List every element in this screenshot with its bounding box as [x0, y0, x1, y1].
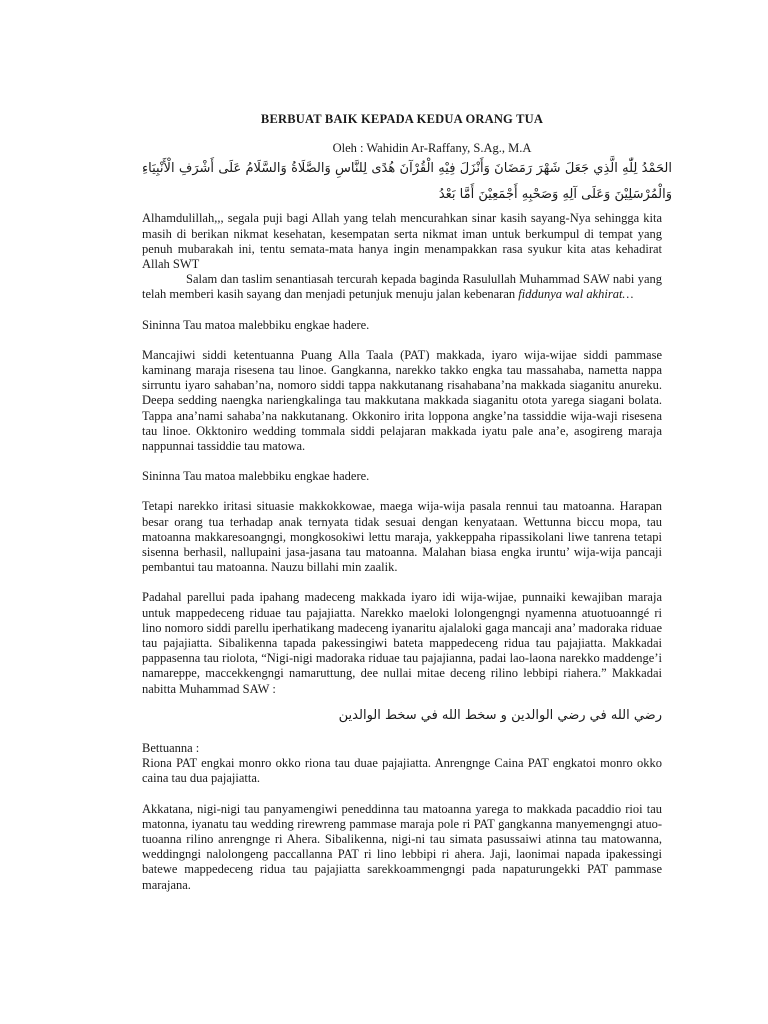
paragraph-opening: Alhamdulillah,,, segala puji bagi Allah yang telah mencurahkan sinar kasih sayang-Nya sehingga kita masih di berikan nikmat kesehatan, kesempatan serta nikmat iman untuk berkumpul di tempat yang penuh mubarakah ini, tentu semata-mata hanya ingin menampakkan rasa syukur kita atas kehadirat Allah SWT [142, 211, 662, 272]
paragraph-padahal: Padahal parellui pada ipahang madeceng makkada iyaro idi wija-wijae, punnaiki kewajiban maraja untuk mappedeceng riduae tau pajajiatta. Narekko maeloki lolongengngi nyamenna atuotuoanngé ri lino nomoro siddi parellu iperhatikang madeceng iyanaritu ajalaloki gaga mancaji ana’ madoraka riduae tau pajajiatta. Sibalikenna tapada pakessingiwi bateta mappedeceng ridua tau pajajiatta. Makkadai pappasenna tau riolota, “Nigi-nigi madoraka riduae tau pajajianna, padai lao-laona narekko maddenge’i namareppe, maccekkengngi namaruttung, dee nullai mitae deceng rilino lebbipi riahera.” Makkadai nabitta Muhammad SAW : [142, 590, 662, 696]
document-body [142, 112, 672, 893]
paragraph-salam [142, 272, 662, 302]
salam-text: Salam dan taslim senantiasah tercurah kepada baginda Rasulullah Muhammad SAW nabi yang telah memberi kasih sayang dan menjadi petunjuk menuju jalan kebenaran [142, 272, 662, 302]
document-title: BERBUAT BAIK KEPADA KEDUA ORANG TUA [260, 112, 544, 126]
paragraph-mancajiwi: Mancajiwi siddi ketentuanna Puang Alla Taala (PAT) makkada, iyaro wija-wijae siddi pammase kaminang maraja risesena tau linoe. Gangkanna, narekko takko engka tau massahaba, nametta nappa sirruntu iyaro sahaban’na, nomoro siddi tappa nakkutanang risahabana’na makkada siaganitu anureku. Deepa sedding naengka nariengkalinga tau makkutana makkada siaganitu otota yarega siagani bolata. Tappa ana’nami sahaba’na nakkutanang. Okkoniro irita loppona angke’na tassiddie wija-waji risesena tau linoe. Okktoniro wedding tommala siddi pelajaran makkada iyatu pale ana’e, asogireng maraja nappunnai tassiddie tau matowa. [142, 347, 662, 454]
paragraph-akkatana: Akkatana, nigi-nigi tau panyamengiwi peneddinna tau matoanna yarega to makkada pacaddio rioi tau matonna, iyanatu tau wedding rirewreng pammase maraja pole ri PAT gangkanna manyemengngi atuo-tuoanna rilino anrengnge ri Ahera. Sibalikenna, nigi-ni tau simata pasussaiwi atinna tau matowanna, weddingngi nalolongeng paccallanna PAT ri lino lebbipi ri ahera. Jaji, laonimai napada ipakessingi batewe mappedeceng ridua tau pajajiatta sarekkoammengngi pada napaturungekki PAT pammase marajana. [142, 801, 662, 892]
bettuanna-text: Riona PAT engkai monro okko riona tau duae pajajiatta. Anrengnge Caina PAT engkatoi monro okko caina tau dua pajajiatta. [142, 756, 662, 786]
paragraph-tetapi: Tetapi narekko iritasi situasie makkokkowae, maega wija-wija pasala rennui tau matoanna. Harapan besar orang tua terhadap anak ternyata tidak sesuai dengan kenyataan. Wettunna biccu mopa, tau matoanna makkaresoangngi, mongkosokiwi lettu maraja, yakkeppaha ripassikolani liwe tanrena tetapi sisenna berhasil, nallupaini jasa-jasana tau matoanna. Malahan biasa engka iruntu’ wija-wija pancaji pembantui tau matoanna. Nauzu billahi min zaalik. [142, 499, 662, 575]
arabic-opening: الحَمْدُ لِلّٰهِ الَّذِي جَعَلَ شَهْرَ رَمَضَانَ وَأَنْزَلَ فِيْهِ الْقُرْآنَ هُدًى لِلنَّاسِ وَالصَّلَاةُ وَالسَّلَامُ عَلَى أَشْرَفِ الْأَنْبِيَاءِ وَالْمُرْسَلِيْنَ وَعَلَى آلِهِ وَصَحْبِهِ أَجْمَعِيْنَ أَمَّا بَعْدُ [142, 161, 672, 203]
greeting-1: Sininna Tau matoa malebbiku engkae hadere. [142, 317, 370, 332]
arabic-hadith: رضي الله في رضي الوالدين و سخط الله في سخط الوالدين [338, 707, 662, 723]
greeting-2: Sininna Tau matoa malebbiku engkae hadere. [142, 469, 370, 484]
author-line: Oleh : Wahidin Ar-Raffany, S.Ag., M.A [332, 141, 532, 156]
salam-italic: fiddunya wal akhirat… [518, 287, 634, 302]
bettuanna-label: Bettuanna : [142, 740, 200, 755]
